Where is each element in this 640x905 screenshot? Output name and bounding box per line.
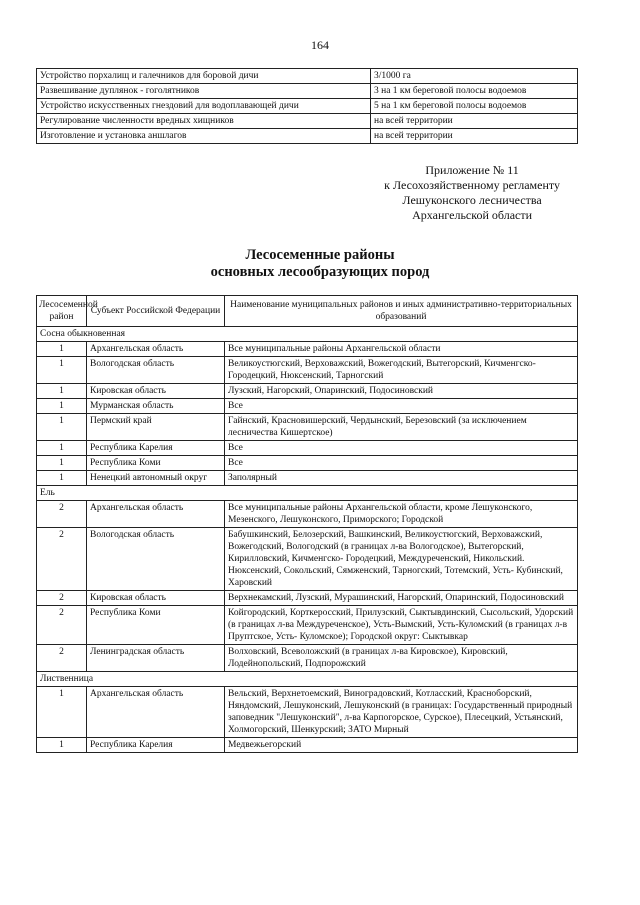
areas-cell: Койгородский, Корткеросский, Прилузский, Сыктывдинский, Сысольский, Удорский (в границах л-ва Междуреченское), Усть-Вымский, Усть-Куломский (в границах л-в Пруптское, Усть- Куломское); Городской округ: Сыктывкар (225, 606, 578, 645)
subject-cell: Архангельская область (87, 342, 225, 357)
subject-cell: Республика Карелия (87, 441, 225, 456)
table-header-row (37, 296, 578, 327)
areas-cell: Медвежьегорский (225, 738, 578, 753)
measures-table-body (37, 69, 578, 144)
areas-cell: Все (225, 399, 578, 414)
species-row (37, 672, 578, 687)
areas-cell: Все (225, 456, 578, 471)
table-row (37, 99, 578, 114)
header-zone: Лесосеменной район (37, 296, 87, 327)
species-cell: Сосна обыкновенная (37, 327, 578, 342)
subject-cell: Республика Коми (87, 456, 225, 471)
areas-cell: Волховский, Всеволожский (в границах л-ва Кировское), Кировский, Лодейнопольский, Подпорожский (225, 645, 578, 672)
areas-cell: Верхнекамский, Лузский, Мурашинский, Нагорский, Опаринский, Подосиновский (225, 591, 578, 606)
table-row (37, 129, 578, 144)
header-subject: Субъект Российской Федерации (87, 296, 225, 327)
zone-cell: 1 (37, 738, 87, 753)
activity-cell: Развешивание дуплянок - гоголятников (37, 84, 371, 99)
table-row (37, 687, 578, 738)
areas-cell: Вельский, Верхнетоемский, Виноградовский, Котласский, Красноборский, Няндомский, Лешуконский, Лешуконский (в границах: Государственный природный заповедник "Лешуконский", л-ва Карпогорское, Сурское), Плесецкий, Устьянский, Холмогорский, Шенкурский; ЗАТО Мирный (225, 687, 578, 738)
zone-cell: 1 (37, 342, 87, 357)
areas-cell: Все (225, 441, 578, 456)
title-line-2: основных лесообразующих пород (210, 264, 430, 280)
zone-cell: 2 (37, 528, 87, 591)
appendix-line-2: к Лесохозяйственному регламенту (384, 178, 560, 192)
zone-cell: 1 (37, 687, 87, 738)
areas-cell: Гайнский, Красновишерский, Чердынский, Березовский (за исключением лесничества Кишертское) (225, 414, 578, 441)
appendix-line-1: Приложение № 11 (425, 163, 519, 177)
species-cell: Лиственница (37, 672, 578, 687)
subject-cell: Архангельская область (87, 687, 225, 738)
document-title (0, 247, 640, 281)
subject-cell: Мурманская область (87, 399, 225, 414)
activity-cell: Устройство искусственных гнездовий для водоплавающей дичи (37, 99, 371, 114)
table-row (37, 114, 578, 129)
subject-cell: Кировская область (87, 591, 225, 606)
table-row (37, 441, 578, 456)
subject-cell: Архангельская область (87, 501, 225, 528)
table-row (37, 384, 578, 399)
zone-cell: 2 (37, 645, 87, 672)
zone-cell: 1 (37, 357, 87, 384)
table-row (37, 342, 578, 357)
table-row (37, 528, 578, 591)
species-row (37, 486, 578, 501)
norm-cell: 3 на 1 км береговой полосы водоемов (371, 84, 578, 99)
appendix-line-3: Лешуконского лесничества (402, 193, 542, 207)
species-row (37, 327, 578, 342)
areas-cell: Заполярный (225, 471, 578, 486)
seed-zones-table-body (37, 327, 578, 753)
activity-cell: Изготовление и установка аншлагов (37, 129, 371, 144)
subject-cell: Ненецкий автономный округ (87, 471, 225, 486)
table-row (37, 501, 578, 528)
activity-cell: Регулирование численности вредных хищников (37, 114, 371, 129)
zone-cell: 1 (37, 414, 87, 441)
appendix-line-4: Архангельской области (412, 208, 533, 222)
table-row (37, 399, 578, 414)
areas-cell: Лузский, Нагорский, Опаринский, Подосиновский (225, 384, 578, 399)
zone-cell: 2 (37, 606, 87, 645)
zone-cell: 1 (37, 471, 87, 486)
areas-cell: Бабушкинский, Белозерский, Вашкинский, Великоустюгский, Верховажский, Вожегодский, Вологодский (в границах л-ва Вологодское), Вытегорский, Кирилловский, Кичменгско- Городецкий, Междуреченский, Никольский. Нюксенский, Сокольский, Сямженский, Тарногский, Тотемский, Усть- Кубинский, Харовский (225, 528, 578, 591)
table-row (37, 606, 578, 645)
table-row (37, 738, 578, 753)
norm-cell: 3/1000 га (371, 69, 578, 84)
appendix-block (384, 163, 560, 223)
subject-cell: Вологодская область (87, 528, 225, 591)
title-line-1: Лесосеменные районы (245, 247, 395, 263)
norm-cell: на всей территории (371, 114, 578, 129)
table-row (37, 645, 578, 672)
table-row (37, 84, 578, 99)
areas-cell: Великоустюгский, Верховажский, Вожегодский, Вытегорский, Кичменгско-Городецкий, Нюксенский, Тарногский (225, 357, 578, 384)
zone-cell: 1 (37, 456, 87, 471)
zone-cell: 2 (37, 501, 87, 528)
subject-cell: Республика Карелия (87, 738, 225, 753)
table-row (37, 591, 578, 606)
header-municipalities: Наименование муниципальных районов и иных административно-территориальных образований (225, 296, 578, 327)
subject-cell: Кировская область (87, 384, 225, 399)
table-row (37, 456, 578, 471)
zone-cell: 1 (37, 384, 87, 399)
measures-table (36, 68, 578, 144)
subject-cell: Пермский край (87, 414, 225, 441)
page-number: 164 (311, 38, 329, 52)
table-row (37, 471, 578, 486)
subject-cell: Вологодская область (87, 357, 225, 384)
table-row (37, 69, 578, 84)
subject-cell: Ленинградская область (87, 645, 225, 672)
subject-cell: Республика Коми (87, 606, 225, 645)
seed-zones-table (36, 295, 578, 753)
zone-cell: 1 (37, 441, 87, 456)
norm-cell: на всей территории (371, 129, 578, 144)
norm-cell: 5 на 1 км береговой полосы водоемов (371, 99, 578, 114)
areas-cell: Все муниципальные районы Архангельской области (225, 342, 578, 357)
activity-cell: Устройство порхалищ и галечников для боровой дичи (37, 69, 371, 84)
table-row (37, 414, 578, 441)
areas-cell: Все муниципальные районы Архангельской области, кроме Лешуконского, Мезенского, Лешуконского, Приморского; Городской (225, 501, 578, 528)
zone-cell: 2 (37, 591, 87, 606)
table-row (37, 357, 578, 384)
zone-cell: 1 (37, 399, 87, 414)
species-cell: Ель (37, 486, 578, 501)
